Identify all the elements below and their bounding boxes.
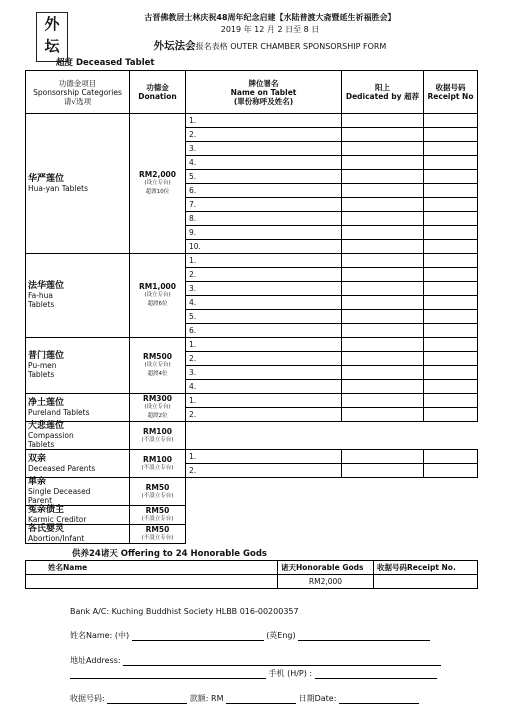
dedicated-field[interactable] (342, 268, 424, 282)
donation-amount: RM100 (143, 454, 172, 464)
dedicated-field[interactable] (342, 380, 424, 394)
donation-amount: RM50 (145, 482, 170, 492)
phone-field[interactable] (315, 669, 437, 679)
donation-amount: RM50 (145, 525, 170, 534)
single-row (26, 506, 478, 525)
date-label: 日期Date: (298, 694, 337, 703)
dedicated-field[interactable] (342, 324, 424, 338)
tablet-row (26, 254, 478, 268)
category-name-en: Pureland Tablets (28, 407, 90, 417)
category-cell[interactable] (26, 394, 130, 422)
amount-field[interactable] (226, 694, 296, 704)
tablet-name-field[interactable]: 3. (186, 282, 342, 296)
donation-note-count: 超渡6位 (147, 301, 168, 307)
dedicated-field[interactable] (342, 184, 424, 198)
donation-cell (130, 450, 186, 478)
header-donation-cn: 功德金 (146, 83, 169, 92)
dedicated-field[interactable] (342, 198, 424, 212)
address-field-1[interactable] (123, 656, 441, 666)
receipt-field[interactable] (424, 184, 478, 198)
address-phone-line (70, 668, 437, 679)
receipt-field[interactable] (424, 380, 478, 394)
name-cn-label: 姓名Name: (中) (70, 631, 130, 640)
address-line (70, 655, 441, 666)
outer-altar-stamp (36, 12, 68, 62)
tablet-name-field[interactable]: 9. (186, 226, 342, 240)
category-name-en: Abortion/Infant (28, 534, 85, 543)
tablet-name-field[interactable]: 1. (186, 394, 342, 408)
date-field[interactable] (339, 694, 419, 704)
receipt-field[interactable] (424, 408, 478, 422)
gods-table (25, 560, 478, 589)
form-title (80, 38, 460, 53)
category-name-cn: 双亲 (28, 453, 47, 464)
empty-area (186, 525, 478, 544)
single-row (26, 478, 478, 506)
category-name-en: Deceased Parents (28, 463, 96, 473)
receipt-field[interactable] (424, 254, 478, 268)
donation-cell (130, 506, 186, 525)
tablet-name-field[interactable]: 3. (186, 366, 342, 380)
tablet-name-field[interactable]: 2. (186, 268, 342, 282)
header-sponsorship-cn: 功德金项目 (58, 78, 97, 88)
receipt-field[interactable] (424, 282, 478, 296)
empty-area (186, 506, 478, 525)
receipt-field[interactable] (424, 296, 478, 310)
receipt-label: 收据号码: (70, 694, 105, 703)
receipt-field[interactable] (424, 394, 478, 408)
receipt-field[interactable] (424, 198, 478, 212)
donation-note-setup: (设立专台) (144, 362, 171, 368)
dedicated-field[interactable] (342, 338, 424, 352)
tablet-name-field[interactable]: 1. (186, 338, 342, 352)
receipt-field[interactable] (424, 142, 478, 156)
tablet-name-field[interactable]: 2. (186, 128, 342, 142)
stamp-char-2: 坛 (44, 37, 60, 55)
header-name-note: (單份称呼及姓名) (233, 96, 294, 106)
dedicated-field[interactable] (342, 394, 424, 408)
receipt-field[interactable] (424, 114, 478, 128)
tablet-name-field[interactable]: 2. (186, 352, 342, 366)
donation-amount: RM500 (143, 352, 172, 361)
receipt-field[interactable] (424, 226, 478, 240)
tablet-name-field[interactable]: 7. (186, 198, 342, 212)
phone-label: 手机 (H/P) : (268, 669, 313, 678)
category-cell[interactable] (26, 450, 130, 478)
receipt-field[interactable] (424, 156, 478, 170)
donation-note-count: 超渡2位 (147, 413, 168, 419)
category-name-en-2: Tablets (28, 370, 55, 379)
form-title-cn: 外坛法会 (153, 40, 196, 52)
dedicated-field[interactable] (342, 142, 424, 156)
receipt-field[interactable] (424, 170, 478, 184)
single-row (26, 450, 478, 464)
donation-cell (130, 254, 186, 338)
name-en-label: (英Eng) (266, 631, 296, 640)
dedicated-field[interactable] (342, 310, 424, 324)
receipt-field[interactable] (424, 240, 478, 254)
donation-note-setup: (设立专台) (144, 180, 171, 186)
event-title: 古晋佛教居士林庆祝48周年纪念启建【水陆普渡大斋暨延生祈福胜会】 (144, 13, 396, 22)
dedicated-field[interactable] (342, 408, 424, 422)
category-cell[interactable] (26, 506, 130, 525)
event-date: 2019 年 12 月 2 日至 8 日 (220, 25, 320, 34)
receipt-line (70, 693, 419, 704)
donation-cell (130, 394, 186, 422)
donation-cell (130, 478, 186, 506)
tablet-name-field[interactable]: 4. (186, 156, 342, 170)
tablet-row (26, 394, 478, 408)
header-donation-en: Donation (138, 92, 177, 101)
header-receipt (424, 71, 478, 114)
header-receipt-en: Receipt No (427, 92, 474, 101)
sponsorship-table (25, 70, 478, 544)
donation-cell (130, 114, 186, 254)
header-sponsorship-note: 请√选项 (63, 96, 92, 106)
donation-amount: RM100 (143, 426, 172, 436)
category-name-en: Fa-hua (28, 291, 54, 300)
category-name-cn: 净土莲位 (28, 397, 65, 408)
gods-name-field[interactable] (26, 575, 278, 589)
tablet-name-field[interactable]: 5. (186, 310, 342, 324)
donation-cell (130, 338, 186, 394)
dedicated-field[interactable] (342, 212, 424, 226)
dedicated-field[interactable] (342, 296, 424, 310)
header-receipt-cn: 收据号码 (435, 83, 466, 92)
receipt-field[interactable] (424, 352, 478, 366)
section-gods-title: 供养24诸天 Offering to 24 Honorable Gods (72, 549, 267, 559)
category-name-cn: 各氏婴灵 (28, 524, 65, 534)
table-header-row (26, 71, 478, 114)
donation-note-setup: (不設立专台) (141, 492, 174, 499)
category-name-cn: 单亲 (28, 477, 47, 487)
donation-note-count: 超渡10位 (145, 189, 170, 195)
tablet-row (26, 338, 478, 352)
tablet-name-field[interactable]: 8. (186, 212, 342, 226)
dedicated-field[interactable] (342, 226, 424, 240)
category-cell[interactable] (26, 254, 130, 338)
dedicated-field[interactable] (342, 114, 424, 128)
amount-label: 款额: RM (189, 694, 224, 703)
header-sponsorship (26, 71, 130, 114)
category-name-en: Single Deceased (28, 487, 91, 496)
single-row (26, 525, 478, 544)
donation-amount: RM1,000 (139, 282, 176, 291)
header-name-cn: 牌位署名 (248, 78, 279, 88)
dedicated-field[interactable] (342, 464, 424, 478)
category-cell[interactable] (26, 525, 130, 544)
donation-note-setup: (不設立专台) (141, 436, 174, 443)
category-name-cn: 法华莲位 (28, 281, 65, 291)
receipt-field[interactable] (424, 450, 478, 464)
donation-amount: RM2,000 (139, 170, 176, 179)
category-name-en: Compassion (28, 431, 74, 440)
dedicated-field[interactable] (342, 254, 424, 268)
tablet-name-field[interactable]: 2. (186, 464, 342, 478)
receipt-field[interactable] (424, 128, 478, 142)
receipt-field[interactable] (424, 366, 478, 380)
category-name-en-2: Parent (28, 496, 53, 505)
dedicated-field[interactable] (342, 366, 424, 380)
tablet-name-field[interactable]: 4. (186, 380, 342, 394)
single-row (26, 422, 478, 450)
tablet-name-field[interactable]: 3. (186, 142, 342, 156)
donation-note-count: 超渡4位 (147, 371, 168, 377)
tablet-row (26, 114, 478, 128)
gods-header-name: 姓名Name (26, 561, 278, 575)
tablet-name-field[interactable]: 1. (186, 114, 342, 128)
category-name-en: Karmic Creditor (28, 515, 87, 524)
tablet-name-field[interactable]: 1. (186, 254, 342, 268)
dedicated-field[interactable] (342, 156, 424, 170)
category-name-cn: 华严莲位 (28, 173, 65, 184)
tablet-name-field[interactable]: 1. (186, 450, 342, 464)
donation-note-setup: (不設立专台) (141, 535, 174, 541)
category-name-en: Hua-yan Tablets (28, 183, 88, 193)
receipt-field[interactable] (424, 338, 478, 352)
bank-account: Bank A/C: Kuching Buddhist Society HLBB 016-00200357 (70, 607, 299, 616)
category-name-en-2: Tablets (28, 300, 55, 309)
tablet-name-field[interactable]: 10. (186, 240, 342, 254)
empty-area (186, 422, 478, 450)
donation-amount: RM50 (145, 506, 170, 515)
empty-area (186, 478, 478, 506)
receipt-field[interactable] (424, 324, 478, 338)
dedicated-field[interactable] (342, 282, 424, 296)
category-name-cn: 冤亲债主 (28, 505, 65, 515)
dedicated-field[interactable] (342, 128, 424, 142)
header-dedicated-cn: 阳上 (375, 83, 390, 92)
form-title-rest: 报名表格 OUTER CHAMBER SPONSORSHIP FORM (195, 42, 387, 51)
tablet-name-field[interactable]: 6. (186, 184, 342, 198)
donation-note-setup: (不設立专台) (141, 464, 174, 471)
donation-cell (130, 525, 186, 544)
dedicated-field[interactable] (342, 450, 424, 464)
receipt-field[interactable] (424, 212, 478, 226)
donation-cell (130, 422, 186, 450)
receipt-field[interactable] (424, 268, 478, 282)
gods-header-row (26, 561, 478, 575)
header-dedicated (342, 71, 424, 114)
category-cell[interactable] (26, 338, 130, 394)
dedicated-field[interactable] (342, 352, 424, 366)
dedicated-field[interactable] (342, 240, 424, 254)
category-name-en-2: Tablets (28, 440, 55, 449)
donation-note-setup: (设立专台) (144, 292, 171, 298)
gods-header-receipt: 收据号码Receipt No. (374, 561, 478, 575)
name-en-field[interactable] (298, 631, 430, 641)
receipt-field[interactable] (424, 310, 478, 324)
gods-header-gods: 诸天Honorable Gods (278, 561, 374, 575)
header-name-en: Name on Tablet (230, 87, 297, 97)
header-donation (130, 71, 186, 114)
name-line (70, 630, 430, 641)
receipt-field[interactable] (107, 694, 187, 704)
gods-amount: RM2,000 (278, 575, 374, 589)
gods-entry-row (26, 575, 478, 589)
section-deceased-title: 超度 Deceased Tablet (56, 58, 155, 68)
address-label: 地址Address: (70, 656, 121, 665)
tablet-name-field[interactable]: 6. (186, 324, 342, 338)
name-cn-field[interactable] (132, 631, 264, 641)
category-name-cn: 大悲莲位 (28, 421, 65, 431)
gods-receipt-field[interactable] (374, 575, 478, 589)
donation-note-setup: (设立专台) (144, 404, 171, 410)
category-name-cn: 普门莲位 (28, 351, 65, 361)
dedicated-field[interactable] (342, 170, 424, 184)
tablet-name-field[interactable]: 2. (186, 408, 342, 422)
category-cell[interactable] (26, 114, 130, 254)
tablet-name-field[interactable]: 4. (186, 296, 342, 310)
header-name (186, 71, 342, 114)
donation-note-setup: (不設立专台) (141, 516, 174, 522)
tablet-name-field[interactable]: 5. (186, 170, 342, 184)
category-name-en: Pu-men (28, 361, 57, 370)
header-sponsorship-en: Sponsorship Categories (33, 87, 122, 97)
category-cell[interactable] (26, 422, 130, 450)
donation-amount: RM300 (143, 394, 172, 403)
address-field-2[interactable] (70, 669, 266, 679)
receipt-field[interactable] (424, 464, 478, 478)
stamp-char-1: 外 (44, 15, 60, 33)
header-dedicated-en: Dedicated by 超荐 (345, 92, 420, 101)
category-cell[interactable] (26, 478, 130, 506)
